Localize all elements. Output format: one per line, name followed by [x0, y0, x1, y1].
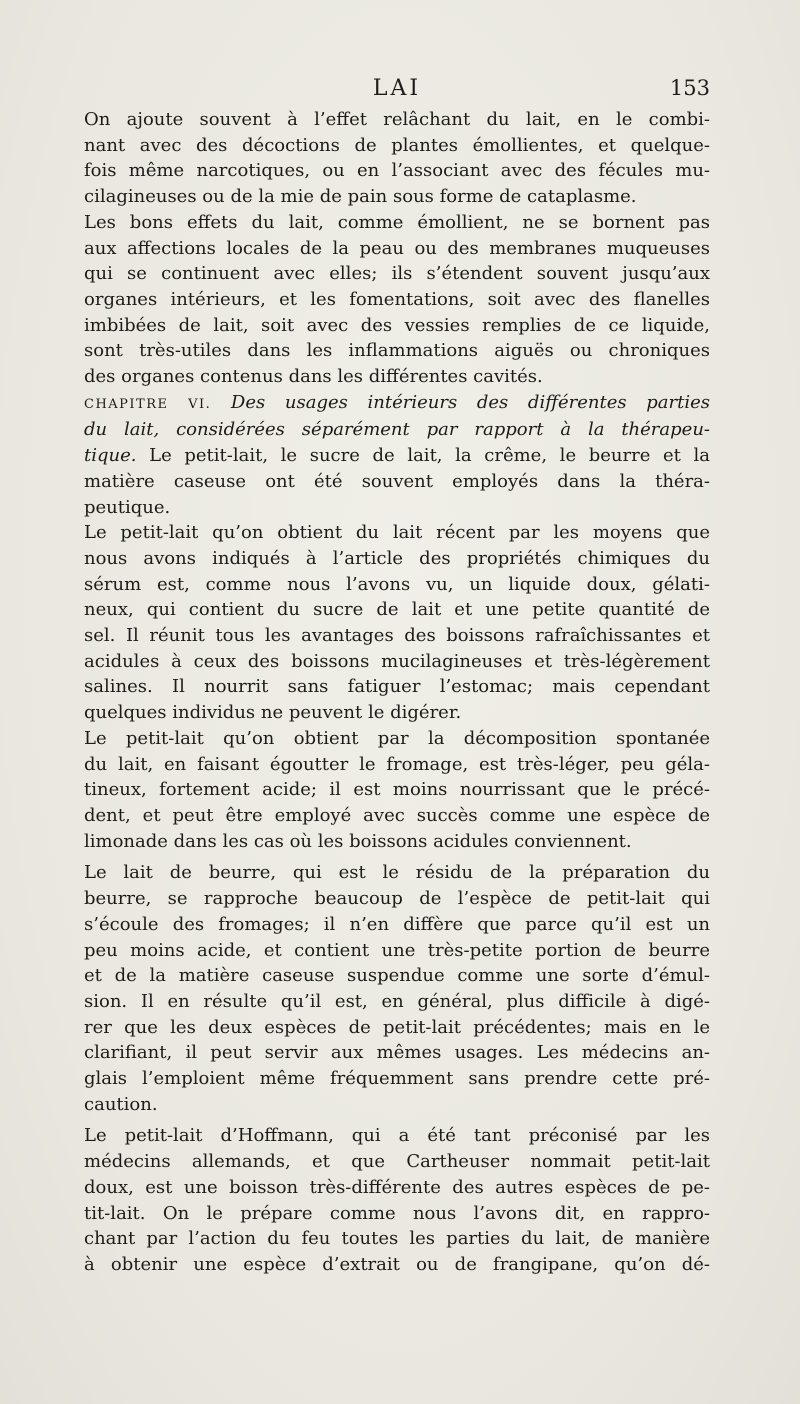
text-fragment: Le petit-lait, le sucre de lait, la crême, le beurre et la — [149, 445, 710, 467]
text-line — [84, 390, 710, 418]
text-line: et de la matière caseuse suspendue comme une sorte d’émul- — [84, 965, 710, 987]
paragraph — [84, 210, 710, 390]
text-line: sérum est, comme nous l’avons vu, un liquide doux, gélati- — [84, 573, 710, 595]
running-head: LAI — [372, 76, 422, 101]
text-line: organes intérieurs, et les fomentations, soit avec des flanelles — [84, 288, 710, 310]
text-line: peu moins acide, et contient une très-petite portion de beurre — [84, 939, 710, 961]
text-line: Les bons effets du lait, comme émollient, ne se bornent pas — [84, 211, 710, 233]
text-line: Le petit-lait d’Hoffmann, qui a été tant préconisé par les — [84, 1125, 710, 1147]
text-line: caution. — [84, 1093, 158, 1115]
paragraph — [84, 726, 710, 855]
text-line: sel. Il réunit tous les avantages des boissons rafraîchissantes et — [84, 625, 710, 647]
chapter-label: CHAPITRE VI. — [84, 396, 212, 412]
text-line: du lait, en faisant égoutter le fromage, est très-léger, peu géla- — [84, 753, 710, 775]
chapter-title: Des usages intérieurs des différentes parties — [230, 391, 710, 413]
text-line: doux, est une boisson très-différente des autres espèces de pe- — [84, 1176, 710, 1198]
text-line: tineux, fortement acide; il est moins nourrissant que le précé- — [84, 779, 710, 801]
text-line: peutique. — [84, 496, 171, 518]
text-line: Le petit-lait qu’on obtient du lait récent par les moyens que — [84, 522, 710, 544]
text-line: à obtenir une espèce d’extrait ou de frangipane, qu’on dé- — [84, 1253, 710, 1275]
text-line: glais l’emploient même fréquemment sans prendre cette pré- — [84, 1068, 710, 1090]
page-number: 153 — [669, 76, 710, 100]
body-text — [84, 107, 710, 1278]
paragraph — [84, 520, 710, 726]
paragraph — [84, 107, 710, 210]
text-line: neux, qui contient du sucre de lait et une petite quantité de — [84, 599, 710, 621]
text-line: nous avons indiqués à l’article des propriétés chimiques du — [84, 547, 710, 569]
text-line: qui se continuent avec elles; ils s’étendent souvent jusqu’aux — [84, 263, 710, 285]
text-line: quelques individus ne peuvent le digérer. — [84, 702, 462, 724]
text-line: beurre, se rapproche beaucoup de l’espèce de petit-lait qui — [84, 888, 710, 910]
paragraph — [84, 860, 710, 1117]
text-line — [84, 443, 710, 469]
text-line: des organes contenus dans les différentes cavités. — [84, 366, 543, 388]
text-line: fois même narcotiques, ou en l’associant avec des fécules mu- — [84, 160, 710, 182]
text-line: acidules à ceux des boissons mucilagineuses et très-légèrement — [84, 650, 710, 672]
text-line: rer que les deux espèces de petit-lait précédentes; mais en le — [84, 1016, 710, 1038]
text-line: Le petit-lait qu’on obtient par la décomposition spontanée — [84, 727, 710, 749]
text-line: cilagineuses ou de la mie de pain sous forme de cataplasme. — [84, 186, 637, 208]
text-line: tit-lait. On le prépare comme nous l’avons dit, en rappro- — [84, 1202, 710, 1224]
chapter-title-line: du lait, considérées séparément par rapport à la thérapeu- — [84, 419, 710, 441]
text-line: clarifiant, il peut servir aux mêmes usages. Les médecins an- — [84, 1042, 710, 1064]
text-line: salines. Il nourrit sans fatiguer l’estomac; mais cependant — [84, 676, 710, 698]
text-line: s’écoule des fromages; il n’en diffère que parce qu’il est un — [84, 913, 710, 935]
text-line: chant par l’action du feu toutes les parties du lait, de manière — [84, 1228, 710, 1250]
text-line: limonade dans les cas où les boissons acidules conviennent. — [84, 830, 632, 852]
text-line: matière caseuse ont été souvent employés dans la théra- — [84, 470, 710, 492]
text-line: médecins allemands, et que Cartheuser nommait petit-lait — [84, 1151, 710, 1173]
paragraph — [84, 1123, 710, 1277]
text-line: dent, et peut être employé avec succès comme une espèce de — [84, 804, 710, 826]
text-line: On ajoute souvent à l’effet relâchant du lait, en le combi- — [84, 109, 710, 130]
text-line: sont très-utiles dans les inflammations aiguës ou chroniques — [84, 340, 710, 362]
text-line: Le lait de beurre, qui est le résidu de la préparation du — [84, 862, 710, 884]
chapter-title-end: tique. — [84, 445, 137, 467]
page-header — [84, 74, 710, 106]
chapter-paragraph — [84, 390, 710, 521]
text-line: sion. Il en résulte qu’il est, en général, plus difficile à digé- — [84, 990, 710, 1012]
text-line: aux affections locales de la peau ou des membranes muqueuses — [84, 237, 710, 259]
text-line: nant avec des décoctions de plantes émollientes, et quelque- — [84, 134, 710, 156]
text-line: imbibées de lait, soit avec des vessies remplies de ce liquide, — [84, 314, 710, 336]
